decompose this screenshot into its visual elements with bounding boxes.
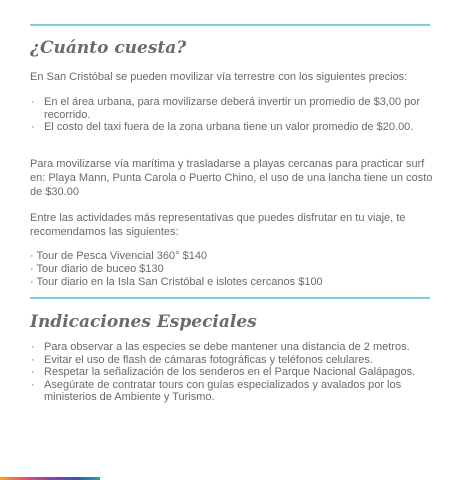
section-divider xyxy=(30,297,430,299)
bullet-icon: · xyxy=(31,121,35,133)
list-item-text: Asegúrate de contratar tours con guías especializados y avalados por los ministerios de Ambiente y Turismo. xyxy=(44,378,402,403)
land-transport-intro: En San Cristóbal se pueden movilizar vía terrestre con los siguientes precios: xyxy=(30,71,408,83)
bullet-icon: · xyxy=(31,366,35,378)
tour-list xyxy=(30,250,435,289)
land-transport-list xyxy=(30,96,435,134)
list-item-text: En el área urbana, para movilizarse deberá invertir un promedio de $3,00 por recorrido. xyxy=(44,96,421,121)
bullet-icon: · xyxy=(31,96,35,108)
tour-item: · Tour de Pesca Vivencial 360° $140 xyxy=(30,250,208,262)
list-item xyxy=(30,354,435,367)
sea-transport-paragraph: Para movilizarse vía marítima y trasladarse a playas cercanas para practicar surf en: Playa Mann, Punta Carola o Puerto Chino, el uso de una lancha tiene un costo de $30.00 xyxy=(30,158,433,198)
bullet-icon: · xyxy=(31,378,35,391)
list-item xyxy=(30,96,435,121)
indications-list xyxy=(30,341,435,404)
bullet-icon: · xyxy=(31,353,35,366)
list-item-text: El costo del taxi fuera de la zona urbana tiene un valor promedio de $20.00. xyxy=(44,121,414,133)
tour-item: · Tour diario de buceo $130 xyxy=(30,263,164,275)
list-item-text: Evitar el uso de flash de cámaras fotográficas y teléfonos celulares. xyxy=(44,353,373,366)
list-item-text: Respetar la señalización de los senderos en el Parque Nacional Galápagos. xyxy=(44,366,416,378)
bullet-icon: · xyxy=(31,341,35,353)
list-item xyxy=(30,121,435,134)
list-item xyxy=(30,379,435,404)
cost-heading: ¿Cuánto cuesta? xyxy=(30,38,187,58)
indications-heading: Indicaciones Especiales xyxy=(30,312,257,332)
tour-item: · Tour diario en la Isla San Cristóbal e islotes cercanos $100 xyxy=(30,276,323,288)
activities-intro: Entre las actividades más representativas que puedes disfrutar en tu viaje, te recomendamos las siguientes: xyxy=(30,212,406,238)
top-divider xyxy=(30,24,430,26)
list-item xyxy=(30,341,435,354)
list-item-text: Para observar a las especies se debe mantener una distancia de 2 metros. xyxy=(44,341,410,353)
list-item xyxy=(30,366,435,379)
